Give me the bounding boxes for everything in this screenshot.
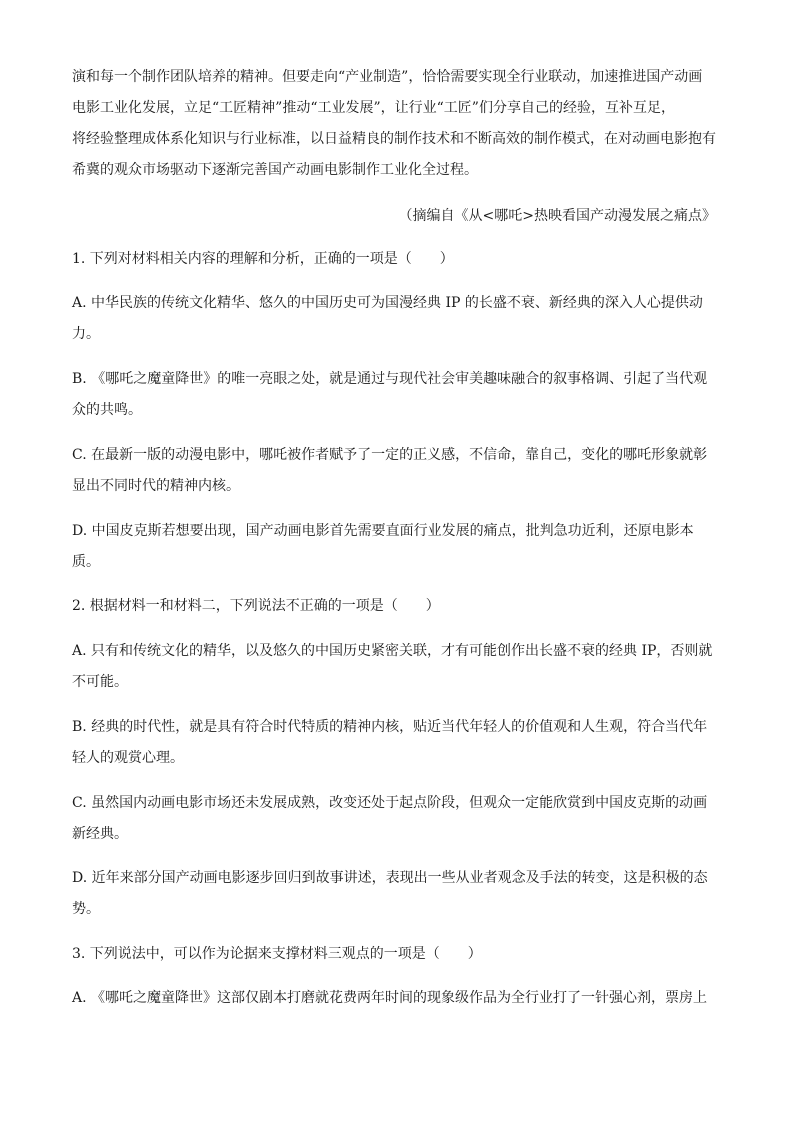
option-line: A. 中华民族的传统文化精华、悠久的中国历史可为国漫经典 IP 的长盛不衰、新经典的深入人心提供动 [72,295,703,311]
question-2-option-b [72,712,724,774]
question-2-option-c [72,788,724,850]
option-line: B. 经典的时代性，就是具有符合时代特质的精神内核，贴近当代年轻人的价值观和人生观，符合当代年 [72,719,708,735]
option-line: A. 《哪吒之魔童降世》这部仅剧本打磨就花费两年时间的现象级作品为全行业打了一针强心剂，票房上 [72,990,708,1006]
intro-line: 演和每一个制作团队培养的精神。但要走向“产业制造”，恰恰需要实现全行业联动，加速推进国产动画 [72,69,703,85]
source-citation: （摘编自《从<哪吒>热映看国产动漫发展之痛点》 [398,208,716,224]
option-line: D. 近年来部分国产动画电影逐步回归到故事讲述，表现出一些从业者观念及手法的转变，这是积极的态 [72,870,708,886]
option-line: A. 只有和传统文化的精华，以及悠久的中国历史紧密关联，才有可能创作出长盛不衰的经典 IP，否则就 [72,643,713,659]
option-line: C. 在最新一版的动漫电影中，哪吒被作者赋予了一定的正义感，不信命，靠自己，变化的哪吒形象就彰 [72,447,708,463]
question-3-stem: 3. 下列说法中，可以作为论据来支撑材料三观点的一项是（ ） [72,946,482,962]
option-line: 质。 [72,554,100,570]
question-1-option-b [72,364,724,426]
question-2-stem: 2. 根据材料一和材料二，下列说法不正确的一项是（ ） [72,598,440,614]
question-1-option-d [72,516,724,578]
option-line: 众的共鸣。 [72,402,142,418]
question-1-stem: 1. 下列对材料相关内容的理解和分析，正确的一项是（ ） [72,251,454,267]
option-line: 轻人的观赏心理。 [72,750,184,766]
intro-line: 将经验整理成体系化知识与行业标准，以日益精良的制作技术和不断高效的制作模式，在对动画电影抱有 [72,131,716,147]
option-line: 新经典。 [72,826,128,842]
option-line: 势。 [72,901,100,917]
option-line: D. 中国皮克斯若想要出现，国产动画电影首先需要直面行业发展的痛点，批判急功近利，还原电影本 [72,523,694,539]
option-line: 显出不同时代的精神内核。 [72,478,240,494]
question-3-option-a [72,983,724,1014]
intro-line: 电影工业化发展，立足“工匠精神”推动“工业发展”，让行业“工匠”们分享自己的经验，互补互足， [72,100,675,116]
question-2-option-d [72,863,724,925]
intro-line: 希冀的观众市场驱动下逐渐完善国产动画电影制作工业化全过程。 [72,162,478,178]
option-line: B. 《哪吒之魔童降世》的唯一亮眼之处，就是通过与现代社会审美趣味融合的叙事格调、引起了当代观 [72,371,708,387]
option-line: 力。 [72,326,100,342]
intro-paragraph [72,62,724,186]
question-2-option-a [72,636,724,698]
question-1-option-c [72,440,724,502]
option-line: 不可能。 [72,674,128,690]
option-line: C. 虽然国内动画电影市场还未发展成熟，改变还处于起点阶段，但观众一定能欣赏到中国皮克斯的动画 [72,795,708,811]
question-1-option-a [72,288,724,350]
